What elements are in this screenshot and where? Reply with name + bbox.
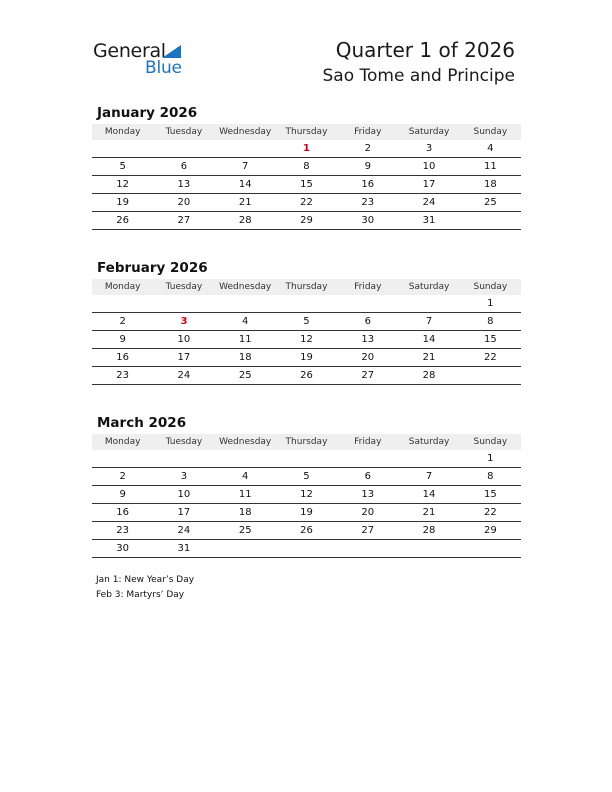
day-cell: 30: [337, 212, 398, 230]
day-cell: 17: [153, 504, 214, 522]
month-calendar: [92, 414, 521, 558]
weekday-header: Saturday: [398, 279, 459, 295]
week-row: [92, 540, 521, 558]
day-cell: 19: [276, 504, 337, 522]
day-cell: 9: [92, 486, 153, 504]
day-cell: 11: [215, 486, 276, 504]
day-cell: [337, 540, 398, 558]
day-cell: 12: [92, 176, 153, 194]
weekday-header-row: [92, 279, 521, 295]
logo: [93, 40, 193, 80]
day-cell: [276, 295, 337, 313]
day-cell: 11: [215, 331, 276, 349]
day-cell: 1: [460, 450, 521, 468]
day-cell: 22: [460, 504, 521, 522]
day-cell: 15: [276, 176, 337, 194]
day-cell: 16: [92, 349, 153, 367]
day-cell: 12: [276, 331, 337, 349]
day-cell: [153, 450, 214, 468]
week-row: [92, 468, 521, 486]
calendar-table: [92, 279, 521, 385]
day-cell: [276, 540, 337, 558]
weekday-header-row: [92, 434, 521, 450]
day-cell: 4: [215, 313, 276, 331]
week-row: [92, 450, 521, 468]
weekday-header: Saturday: [398, 124, 459, 140]
day-cell: 5: [276, 468, 337, 486]
calendar-table: [92, 434, 521, 558]
week-row: [92, 486, 521, 504]
day-cell: [276, 450, 337, 468]
week-row: [92, 349, 521, 367]
day-cell: 21: [398, 504, 459, 522]
week-row: [92, 313, 521, 331]
week-row: [92, 504, 521, 522]
day-cell: 27: [337, 367, 398, 385]
day-cell: 16: [337, 176, 398, 194]
day-cell: 13: [153, 176, 214, 194]
month-title: March 2026: [97, 415, 187, 431]
day-cell: 25: [460, 194, 521, 212]
weekday-header: Monday: [92, 279, 153, 295]
calendar-table: [92, 124, 521, 230]
day-cell: 7: [398, 468, 459, 486]
day-cell: [460, 212, 521, 230]
week-row: [92, 158, 521, 176]
weekday-header: Wednesday: [215, 434, 276, 450]
day-cell: 25: [215, 367, 276, 385]
weekday-header: Sunday: [460, 124, 521, 140]
day-cell: 3: [153, 468, 214, 486]
day-cell: 26: [92, 212, 153, 230]
week-row: [92, 295, 521, 313]
day-cell: 6: [337, 468, 398, 486]
day-cell: 6: [337, 313, 398, 331]
month-calendar: [92, 259, 521, 385]
day-cell: 20: [337, 349, 398, 367]
day-cell: [398, 450, 459, 468]
day-cell: 14: [398, 331, 459, 349]
week-row: [92, 140, 521, 158]
week-row: [92, 212, 521, 230]
day-cell: 14: [398, 486, 459, 504]
day-cell: 12: [276, 486, 337, 504]
weekday-header: Thursday: [276, 124, 337, 140]
page-title: Quarter 1 of 2026: [335, 38, 515, 62]
day-cell: [92, 295, 153, 313]
day-cell: 1: [276, 140, 337, 158]
day-cell: 19: [276, 349, 337, 367]
day-cell: 22: [276, 194, 337, 212]
day-cell: 9: [337, 158, 398, 176]
week-row: [92, 367, 521, 385]
day-cell: 4: [215, 468, 276, 486]
day-cell: 18: [460, 176, 521, 194]
weekday-header: Wednesday: [215, 279, 276, 295]
day-cell: 20: [337, 504, 398, 522]
day-cell: 27: [153, 212, 214, 230]
day-cell: 15: [460, 331, 521, 349]
month-calendar: [92, 104, 521, 230]
day-cell: 9: [92, 331, 153, 349]
day-cell: 18: [215, 504, 276, 522]
weekday-header-row: [92, 124, 521, 140]
day-cell: 10: [153, 486, 214, 504]
logo-blue-text: Blue: [145, 58, 182, 78]
day-cell: 21: [398, 349, 459, 367]
day-cell: 29: [276, 212, 337, 230]
day-cell: 24: [398, 194, 459, 212]
day-cell: [215, 140, 276, 158]
day-cell: 31: [153, 540, 214, 558]
day-cell: [398, 295, 459, 313]
holiday-note: Feb 3: Martyrs’ Day: [96, 590, 185, 600]
month-title: February 2026: [97, 260, 208, 276]
day-cell: [337, 295, 398, 313]
day-cell: 29: [460, 522, 521, 540]
holiday-note: Jan 1: New Year’s Day: [96, 575, 195, 585]
day-cell: [92, 140, 153, 158]
day-cell: 4: [460, 140, 521, 158]
day-cell: 21: [215, 194, 276, 212]
day-cell: 23: [337, 194, 398, 212]
day-cell: 8: [460, 313, 521, 331]
day-cell: [215, 295, 276, 313]
weekday-header: Tuesday: [153, 434, 214, 450]
day-cell: 28: [215, 212, 276, 230]
day-cell: 3: [153, 313, 214, 331]
day-cell: [460, 367, 521, 385]
holiday-notes: [96, 573, 194, 603]
day-cell: [337, 450, 398, 468]
page-subtitle: Sao Tome and Principe: [322, 66, 515, 86]
weekday-header: Wednesday: [215, 124, 276, 140]
week-row: [92, 176, 521, 194]
weekday-header: Sunday: [460, 434, 521, 450]
day-cell: 28: [398, 367, 459, 385]
day-cell: 27: [337, 522, 398, 540]
logo-general-text: General: [93, 40, 166, 62]
day-cell: 7: [215, 158, 276, 176]
day-cell: 6: [153, 158, 214, 176]
logo-triangle-icon: [162, 45, 181, 58]
day-cell: 17: [153, 349, 214, 367]
weekday-header: Monday: [92, 434, 153, 450]
day-cell: 8: [276, 158, 337, 176]
day-cell: 13: [337, 486, 398, 504]
weekday-header: Friday: [337, 434, 398, 450]
weekday-header: Monday: [92, 124, 153, 140]
day-cell: [460, 540, 521, 558]
day-cell: 10: [398, 158, 459, 176]
day-cell: 8: [460, 468, 521, 486]
day-cell: 31: [398, 212, 459, 230]
week-row: [92, 331, 521, 349]
day-cell: [92, 450, 153, 468]
day-cell: 23: [92, 522, 153, 540]
day-cell: 26: [276, 522, 337, 540]
weekday-header: Thursday: [276, 434, 337, 450]
day-cell: 16: [92, 504, 153, 522]
weekday-header: Tuesday: [153, 124, 214, 140]
day-cell: [398, 540, 459, 558]
day-cell: 20: [153, 194, 214, 212]
day-cell: 2: [92, 313, 153, 331]
weekday-header: Thursday: [276, 279, 337, 295]
weekday-header: Sunday: [460, 279, 521, 295]
day-cell: 14: [215, 176, 276, 194]
day-cell: 22: [460, 349, 521, 367]
day-cell: 15: [460, 486, 521, 504]
day-cell: 3: [398, 140, 459, 158]
day-cell: 17: [398, 176, 459, 194]
weekday-header: Tuesday: [153, 279, 214, 295]
day-cell: [215, 450, 276, 468]
day-cell: 10: [153, 331, 214, 349]
day-cell: 2: [92, 468, 153, 486]
day-cell: 23: [92, 367, 153, 385]
day-cell: 25: [215, 522, 276, 540]
day-cell: [153, 140, 214, 158]
week-row: [92, 522, 521, 540]
day-cell: 19: [92, 194, 153, 212]
day-cell: 5: [92, 158, 153, 176]
day-cell: 24: [153, 367, 214, 385]
weekday-header: Saturday: [398, 434, 459, 450]
day-cell: [153, 295, 214, 313]
month-title: January 2026: [97, 105, 198, 121]
day-cell: 26: [276, 367, 337, 385]
day-cell: 30: [92, 540, 153, 558]
day-cell: 24: [153, 522, 214, 540]
weekday-header: Friday: [337, 124, 398, 140]
day-cell: 1: [460, 295, 521, 313]
day-cell: 18: [215, 349, 276, 367]
day-cell: 13: [337, 331, 398, 349]
day-cell: 7: [398, 313, 459, 331]
day-cell: 2: [337, 140, 398, 158]
day-cell: 5: [276, 313, 337, 331]
day-cell: 11: [460, 158, 521, 176]
day-cell: [215, 540, 276, 558]
weekday-header: Friday: [337, 279, 398, 295]
day-cell: 28: [398, 522, 459, 540]
week-row: [92, 194, 521, 212]
